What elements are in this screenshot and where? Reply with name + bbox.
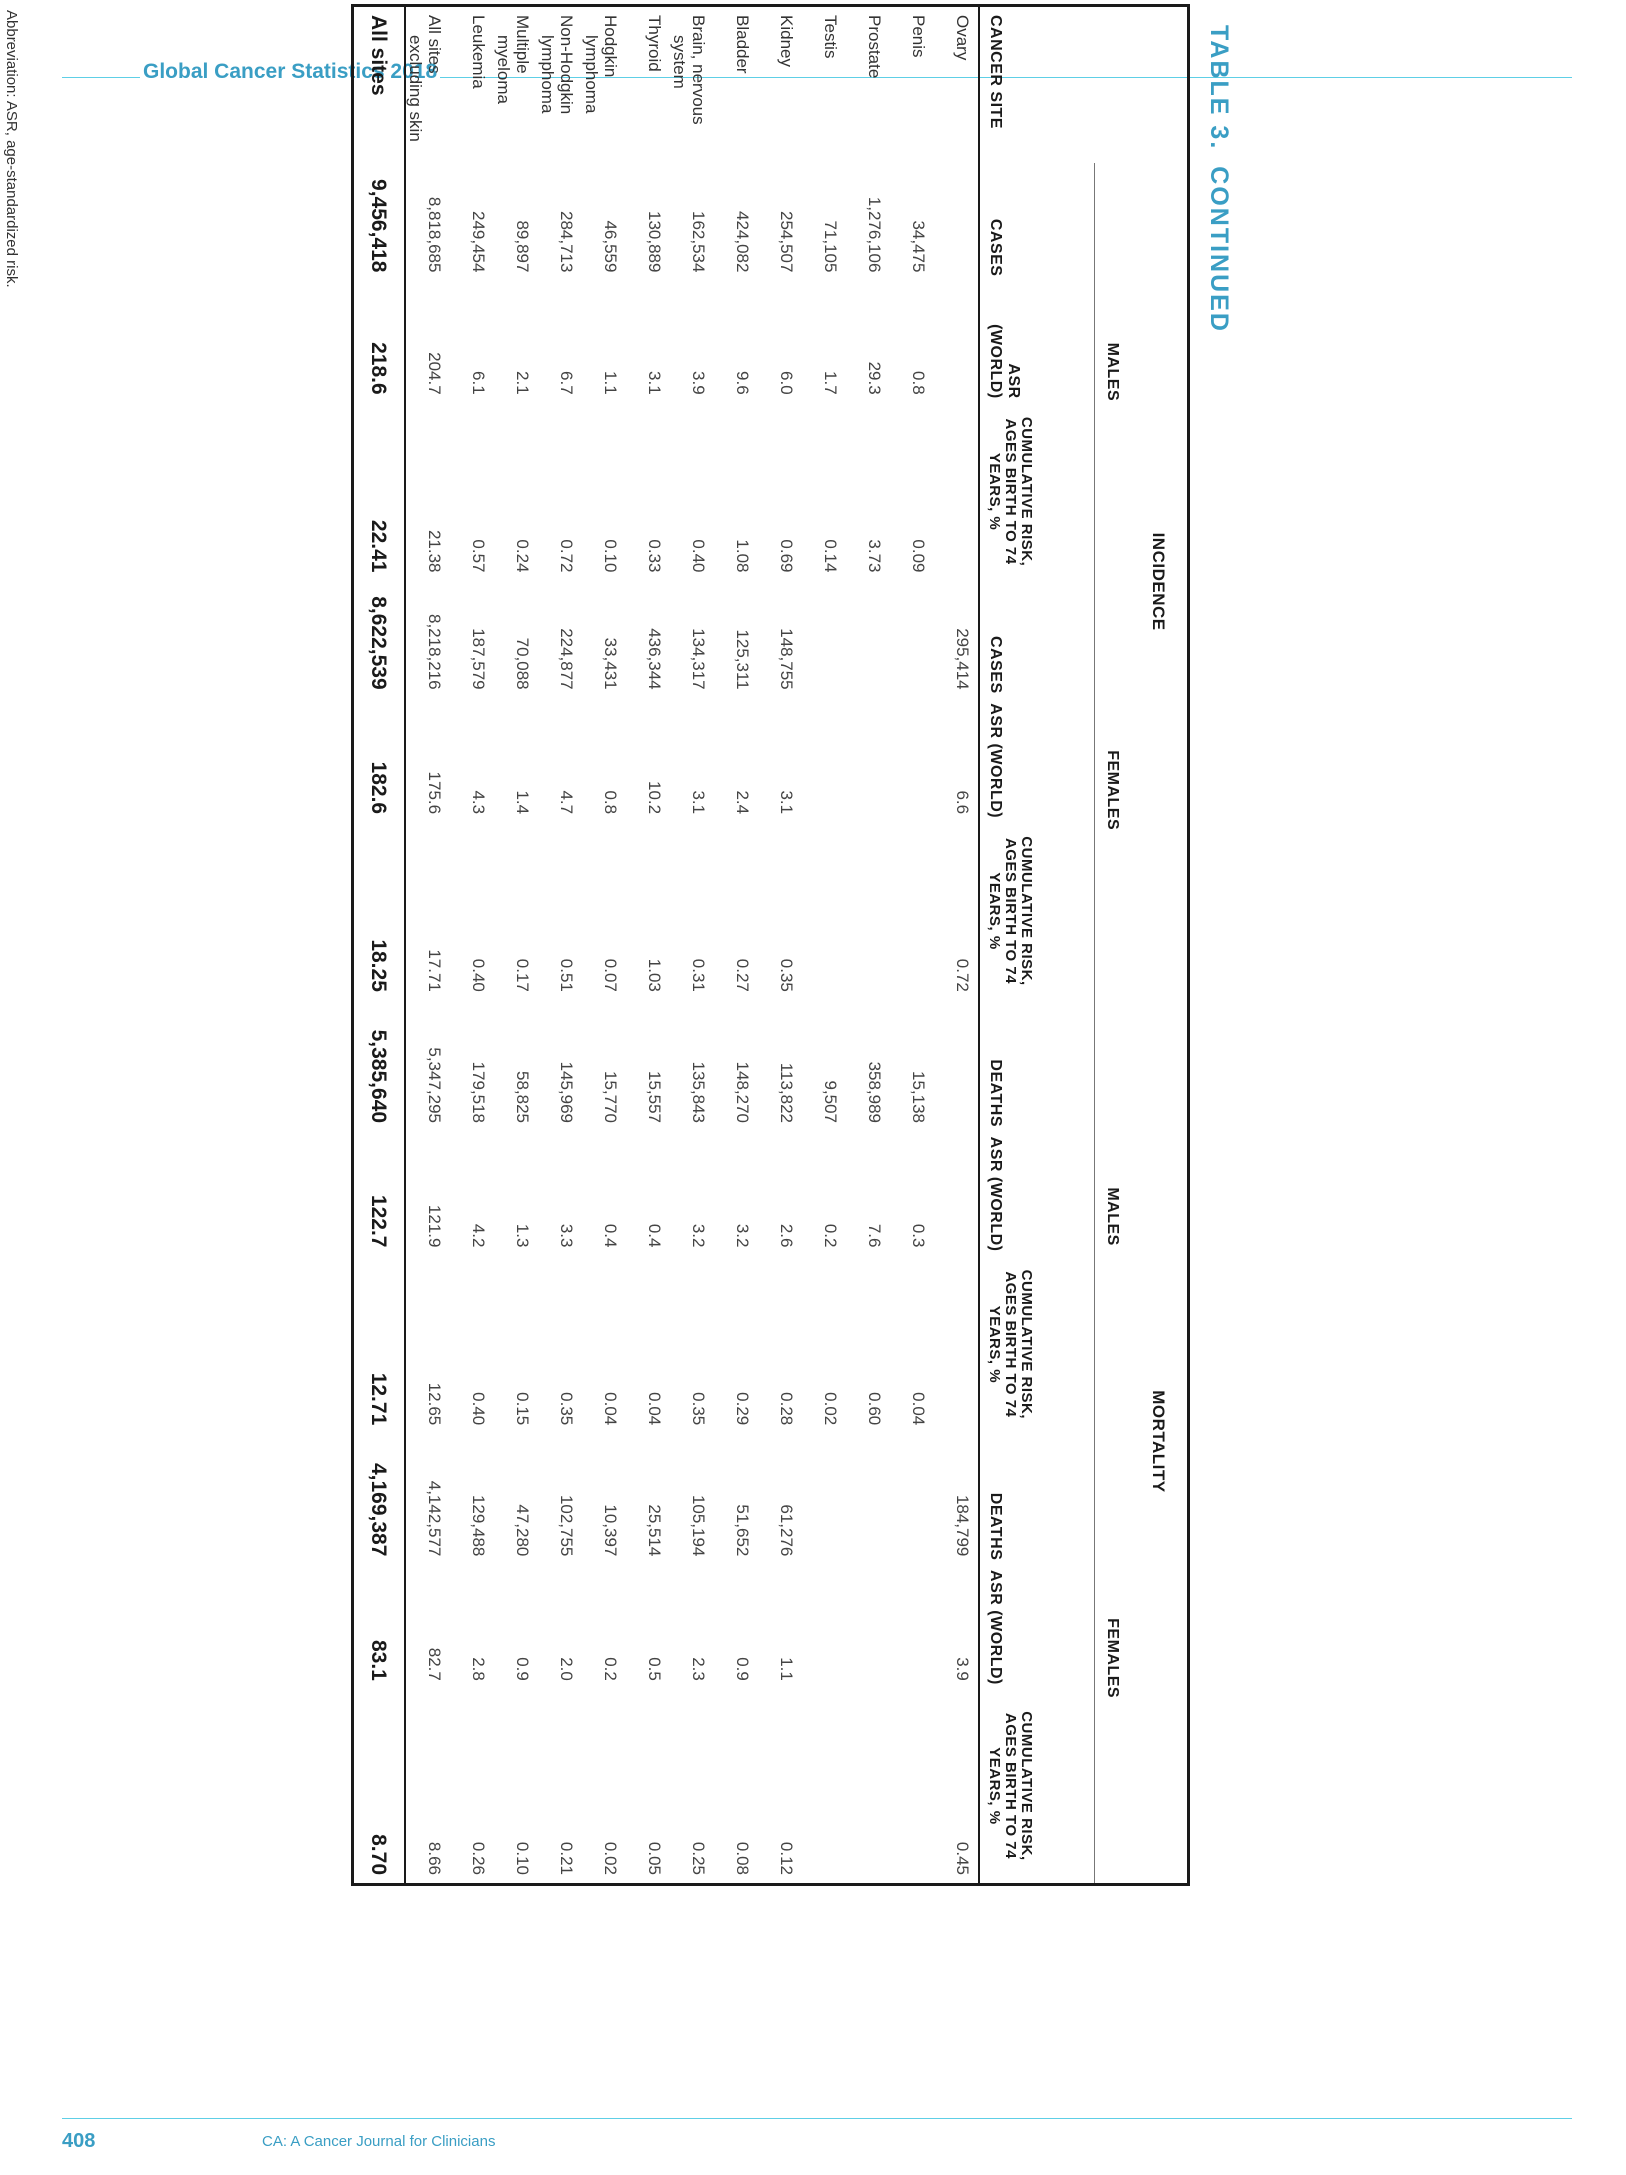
value-cell: 3.2 [733,1223,752,1248]
value-cell [934,163,979,280]
value-cell: 7.6 [865,1223,884,1248]
value-cell: 70,088 [513,637,532,690]
value-cell: 0.4 [645,1223,664,1248]
col-incidence-females-cumulative: CUMULATIVE RISK, AGES BIRTH TO 74 YEARS, % [986,836,1035,986]
total-value-cell: 4,169,387 [367,1462,391,1557]
value-cell: 0.21 [557,1841,576,1875]
value-cell: 3.1 [645,371,664,395]
mortality-females-header: FEMALES [1095,1433,1130,1884]
value-cell: 8,818,685 [425,196,444,273]
abbreviation-note: Abbreviation: ASR, age-standardized risk. [3,10,20,288]
cancer-site-cell [626,6,670,164]
value-cell: 2.6 [777,1223,796,1248]
value-cell: 295,414 [953,628,972,690]
value-cell: 10.2 [645,781,664,815]
value-cell: 284,713 [557,211,576,273]
value-cell: 0.40 [469,958,488,992]
value-cell [846,822,890,1000]
incidence-header: INCIDENCE [1149,532,1168,631]
value-cell: 148,755 [777,628,796,690]
value-cell: 1.03 [645,958,664,992]
value-cell: 2.4 [733,790,752,815]
cancer-site-label: lymphoma [582,35,601,114]
col-mortality-males-asr: ASR (WORLD) [987,1136,1004,1252]
value-cell: 1.1 [777,1657,796,1681]
value-cell: 121.9 [425,1204,444,1248]
cancer-site-label: Non-Hodgkin [557,15,576,115]
cancer-site-label: Thyroid [645,15,664,72]
total-value-cell: 9,456,418 [367,179,391,273]
total-value-cell: 8.70 [367,1834,391,1875]
value-cell: 125,311 [733,629,752,690]
value-cell: 15,770 [601,1071,620,1124]
table-row [802,6,846,1885]
col-mortality-males-cumulative: CUMULATIVE RISK, AGES BIRTH TO 74 YEARS, % [986,1269,1035,1420]
value-cell [890,822,934,1000]
table-row [582,6,626,1885]
value-cell: 0.12 [777,1841,796,1875]
value-cell: 0.15 [513,1392,532,1426]
value-cell: 0.17 [513,958,532,992]
value-cell: 358,989 [865,1061,884,1124]
value-cell: 1.3 [513,1223,532,1248]
value-cell: 0.05 [645,1841,664,1875]
value-cell: 135,843 [689,1061,708,1124]
cancer-site-label: myeloma [494,35,513,104]
cancer-site-label: Multiple [513,15,532,74]
value-cell: 1,276,106 [865,196,884,273]
col-mortality-females-asr: ASR (WORLD) [987,1570,1004,1685]
value-cell: 148,270 [733,1061,752,1124]
value-cell: 0.10 [601,539,620,573]
value-cell: 0.2 [821,1223,840,1248]
value-cell: 1.7 [821,371,840,395]
value-cell: 71,105 [821,220,840,273]
value-cell: 130,889 [645,211,664,273]
value-cell: 0.26 [469,1841,488,1875]
value-cell [934,403,979,581]
value-cell: 0.35 [777,958,796,992]
value-cell [846,1689,890,1885]
cancer-site-cell [450,6,494,164]
value-cell: 9.6 [733,371,752,395]
value-cell: 3.1 [689,790,708,815]
value-cell: 3.1 [777,790,796,815]
value-cell: 113,822 [777,1062,796,1124]
value-cell: 58,825 [513,1071,532,1124]
value-cell [890,698,934,822]
value-cell: 0.60 [865,1392,884,1426]
value-cell [934,280,979,402]
value-cell: 0.69 [777,539,796,573]
value-cell [846,1433,890,1564]
value-cell: 1.08 [733,539,752,573]
table-row [758,6,802,1885]
value-cell: 0.29 [733,1392,752,1426]
value-cell [846,1564,890,1688]
value-cell: 2.8 [469,1657,488,1681]
value-cell: 17.71 [425,949,444,992]
value-cell: 34,475 [909,220,928,273]
col-cancer-site: CANCER SITE [987,15,1004,129]
cancer-statistics-table [351,4,1190,1886]
cancer-site-cell [890,6,934,164]
value-cell: 6.6 [953,790,972,815]
value-cell: 129,488 [469,1494,488,1557]
value-cell: 3.3 [557,1223,576,1248]
value-cell: 0.33 [645,539,664,573]
col-incidence-males-cases: CASES [987,218,1004,277]
mortality-header: MORTALITY [1149,1390,1168,1493]
value-cell: 8,218,216 [425,614,444,690]
value-cell [934,1000,979,1131]
cancer-site-cell [405,6,450,164]
cancer-site-cell [714,6,758,164]
col-incidence-males-cumulative: CUMULATIVE RISK, AGES BIRTH TO 74 YEARS, % [986,416,1035,567]
value-cell: 0.72 [953,958,972,992]
total-value-cell: 8,622,539 [367,596,391,690]
cancer-site-label: Hodgkin [601,15,620,78]
cancer-site-label: Bladder [733,15,752,74]
value-cell: 249,454 [469,211,488,273]
footer-rule [62,2118,1572,2119]
value-cell: 21.38 [425,529,444,573]
value-cell: 0.14 [821,539,840,573]
value-cell: 179,518 [469,1061,488,1124]
total-site-label: All sites [367,15,391,96]
col-incidence-females-cases: CASES [987,636,1004,694]
value-cell: 1.4 [513,790,532,815]
value-cell: 2.3 [689,1657,708,1681]
value-cell [802,698,846,822]
total-value-cell: 22.41 [367,519,391,573]
cancer-site-label: Penis [909,15,928,58]
cancer-site-label: lymphoma [538,35,557,114]
value-cell [934,1131,979,1255]
total-value-cell: 12.71 [367,1372,391,1426]
value-cell: 0.9 [513,1657,532,1681]
value-cell: 82.7 [425,1647,444,1681]
value-cell [846,580,890,697]
value-cell: 224,877 [557,628,576,690]
value-cell: 254,507 [777,211,796,273]
cancer-site-cell [934,6,979,164]
value-cell [846,698,890,822]
value-cell: 3.9 [689,371,708,395]
col-mortality-females-cumulative: CUMULATIVE RISK, AGES BIRTH TO 74 YEARS, % [986,1711,1035,1861]
value-cell: 33,431 [601,637,620,690]
value-cell: 12.65 [425,1382,444,1426]
value-cell: 0.57 [469,539,488,573]
value-cell: 51,652 [733,1504,752,1557]
value-cell: 162,534 [689,211,708,273]
value-cell: 145,969 [557,1061,576,1124]
col-incidence-females-asr: ASR (WORLD) [987,703,1004,819]
value-cell [934,1255,979,1433]
value-cell: 0.35 [557,1392,576,1426]
value-cell: 187,579 [469,628,488,690]
total-value-cell: 18.25 [367,939,391,992]
running-header-title: Global Cancer Statistics 2018 [143,60,438,83]
table-row [405,6,450,1885]
value-cell: 8.66 [425,1841,444,1875]
value-cell: 0.3 [909,1223,928,1248]
table-body [353,6,980,1885]
value-cell: 3.73 [865,539,884,573]
table-row [714,6,758,1885]
incidence-males-header: MALES [1095,163,1130,580]
value-cell: 3.2 [689,1223,708,1248]
value-cell [802,1564,846,1688]
value-cell: 5,347,295 [425,1047,444,1124]
value-cell: 6.0 [777,371,796,395]
value-cell: 15,557 [645,1071,664,1124]
col-mortality-males-deaths: DEATHS [987,1059,1004,1128]
cancer-site-label: excluding skin [406,35,425,142]
cancer-site-cell [802,6,846,164]
table-caption [1204,25,1233,333]
value-cell: 184,799 [953,1494,972,1557]
value-cell: 25,514 [645,1504,664,1557]
value-cell: 3.9 [953,1657,972,1681]
value-cell: 6.1 [469,371,488,395]
value-cell: 0.04 [645,1392,664,1426]
value-cell: 0.40 [469,1392,488,1426]
table-row [626,6,670,1885]
value-cell: 9,507 [821,1080,840,1124]
value-cell: 0.02 [601,1841,620,1875]
value-cell: 1.1 [601,371,620,395]
cancer-site-cell [494,6,538,164]
value-cell: 2.1 [513,371,532,395]
value-cell: 0.2 [601,1657,620,1681]
cancer-site-label: Prostate [865,15,884,79]
table-row [494,6,538,1885]
value-cell: 0.31 [689,958,708,992]
value-cell: 4.7 [557,790,576,815]
cancer-site-cell [582,6,626,164]
cancer-site-cell [758,6,802,164]
value-cell: 4.2 [469,1223,488,1248]
value-cell [802,580,846,697]
table-row [670,6,714,1885]
value-cell: 0.10 [513,1841,532,1875]
table-row [846,6,890,1885]
value-cell: 0.24 [513,539,532,573]
cancer-site-label: system [670,35,689,89]
value-cell: 0.4 [601,1223,620,1248]
value-cell: 204.7 [425,352,444,395]
cancer-site-cell [538,6,582,164]
value-cell: 105,194 [689,1494,708,1557]
value-cell: 89,897 [513,220,532,273]
mortality-males-header: MALES [1095,1000,1130,1433]
value-cell: 102,755 [557,1494,576,1557]
value-cell: 0.27 [733,958,752,992]
value-cell: 4,142,577 [425,1480,444,1557]
col-incidence-males-asr: ASR (WORLD) [987,324,1022,399]
value-cell: 0.28 [777,1392,796,1426]
value-cell: 46,559 [601,220,620,273]
value-cell: 0.51 [557,958,576,992]
value-cell: 0.9 [733,1657,752,1681]
value-cell: 175.6 [425,771,444,815]
table-row [890,6,934,1885]
value-cell: 424,082 [733,211,752,273]
value-cell [802,1689,846,1885]
total-value-cell: 83.1 [367,1639,391,1681]
value-cell [890,1433,934,1564]
table-row [538,6,582,1885]
value-cell: 0.08 [733,1841,752,1875]
value-cell: 61,276 [777,1504,796,1557]
value-cell: 6.7 [557,371,576,395]
group-header-row [1129,6,1189,1885]
table-row [450,6,494,1885]
cancer-site-cell [670,6,714,164]
value-cell: 0.72 [557,539,576,573]
cancer-site-label: Brain, nervous [689,15,708,125]
value-cell: 0.45 [953,1841,972,1875]
value-cell [890,580,934,697]
value-cell [802,822,846,1000]
cancer-site-label: Ovary [953,15,972,61]
value-cell: 0.04 [909,1392,928,1426]
table-notes [0,10,20,288]
sex-header-row [1095,6,1130,1885]
value-cell: 4.3 [469,790,488,815]
table-row [934,6,979,1885]
cancer-site-label: Testis [821,15,840,59]
journal-name: CA: A Cancer Journal for Clinicians [262,2133,496,2150]
value-cell: 0.5 [645,1657,664,1681]
value-cell: 0.35 [689,1392,708,1426]
incidence-females-header: FEMALES [1095,580,1130,999]
total-value-cell: 122.7 [367,1194,391,1248]
value-cell: 2.0 [557,1657,576,1681]
cancer-site-label: Kidney [777,15,796,67]
value-cell: 0.40 [689,539,708,573]
value-cell: 29.3 [865,361,884,395]
value-cell: 15,138 [909,1071,928,1124]
value-cell: 0.04 [601,1392,620,1426]
cancer-site-label: All sites [425,15,444,74]
col-mortality-females-deaths: DEATHS [987,1492,1004,1561]
total-value-cell: 218.6 [367,342,391,395]
value-cell: 0.02 [821,1392,840,1426]
value-cell [890,1564,934,1688]
cancer-site-cell [846,6,890,164]
page-number: 408 [62,2130,96,2152]
value-cell: 436,344 [645,628,664,690]
total-value-cell: 182.6 [367,761,391,815]
value-cell: 10,397 [601,1504,620,1557]
table-label: TABLE 3. [1205,25,1233,151]
value-cell: 0.09 [909,539,928,573]
value-cell: 0.07 [601,958,620,992]
value-cell: 0.8 [909,371,928,395]
value-cell: 47,280 [513,1504,532,1557]
value-cell: 0.25 [689,1841,708,1875]
column-header-row [979,6,1095,1885]
cancer-site-label: Leukemia [469,15,488,89]
total-value-cell: 5,385,640 [367,1029,391,1124]
value-cell: 0.8 [601,790,620,815]
value-cell [890,1689,934,1885]
value-cell: 134,317 [689,628,708,690]
table-continued: CONTINUED [1205,166,1233,333]
value-cell [802,1433,846,1564]
total-row [353,6,406,1885]
